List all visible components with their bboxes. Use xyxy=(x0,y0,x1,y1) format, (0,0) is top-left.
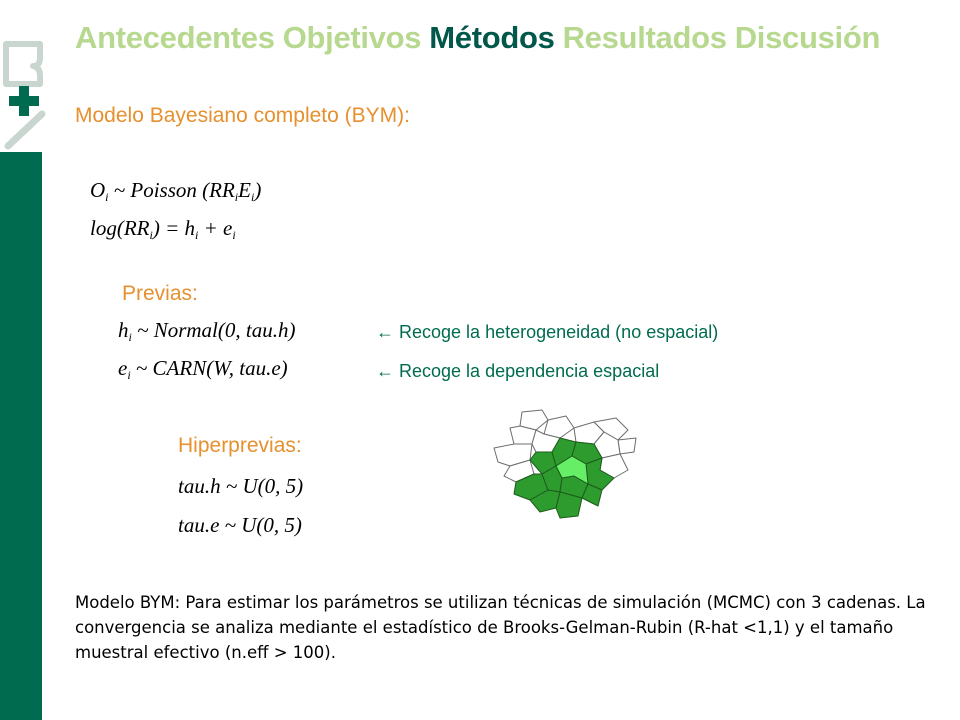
hiperprevias-title: Hiperprevias: xyxy=(178,434,302,457)
nav-discusion[interactable]: Discusión xyxy=(734,20,881,55)
slide-subtitle: Modelo Bayesiano completo (BYM): xyxy=(75,104,410,127)
section-nav xyxy=(75,20,888,56)
region-map-image xyxy=(490,408,640,520)
arrow-left-icon: ← xyxy=(376,361,394,381)
nav-resultados[interactable]: Resultados xyxy=(562,20,727,55)
sidebar-bar xyxy=(0,152,42,720)
arrow-left-icon: ← xyxy=(376,322,394,342)
footer-paragraph: Modelo BYM: Para estimar los parámetros se utilizan técnicas de simulación (MCMC) con 3 cadenas. La convergencia se analiza mediante el estadístico de Brooks-Gelman-Rubin (R-hat <1,1) y el tamaño muestral efectivo (n.eff > 100). xyxy=(75,593,926,662)
logo-icon xyxy=(0,40,48,152)
previas-title: Previas: xyxy=(122,282,198,305)
nav-antecedentes[interactable]: Antecedentes xyxy=(75,20,275,55)
formula-prior-h: $h_i$ ~ Normal(0, tau.h) xyxy=(118,318,296,344)
nav-metodos[interactable]: Métodos xyxy=(429,20,555,55)
note-heterogeneidad: ← Recoge la heterogeneidad (no espacial) xyxy=(376,322,719,342)
formula-tau-e: tau.e ~ U(0, 5) xyxy=(178,513,302,537)
formula-prior-e: $e_i$ ~ CARN(W, tau.e) xyxy=(118,356,288,382)
nav-objetivos[interactable]: Objetivos xyxy=(282,20,422,55)
formula-log-rr: $\log(RR_i) = h_i + e_i$ xyxy=(90,216,236,242)
formula-poisson: $O_i$ ~ Poisson $(RR_iE_i)$ xyxy=(90,178,262,204)
formula-tau-h: tau.h ~ U(0, 5) xyxy=(178,474,304,498)
note-dependencia: ← Recoge la dependencia espacial xyxy=(376,361,660,381)
